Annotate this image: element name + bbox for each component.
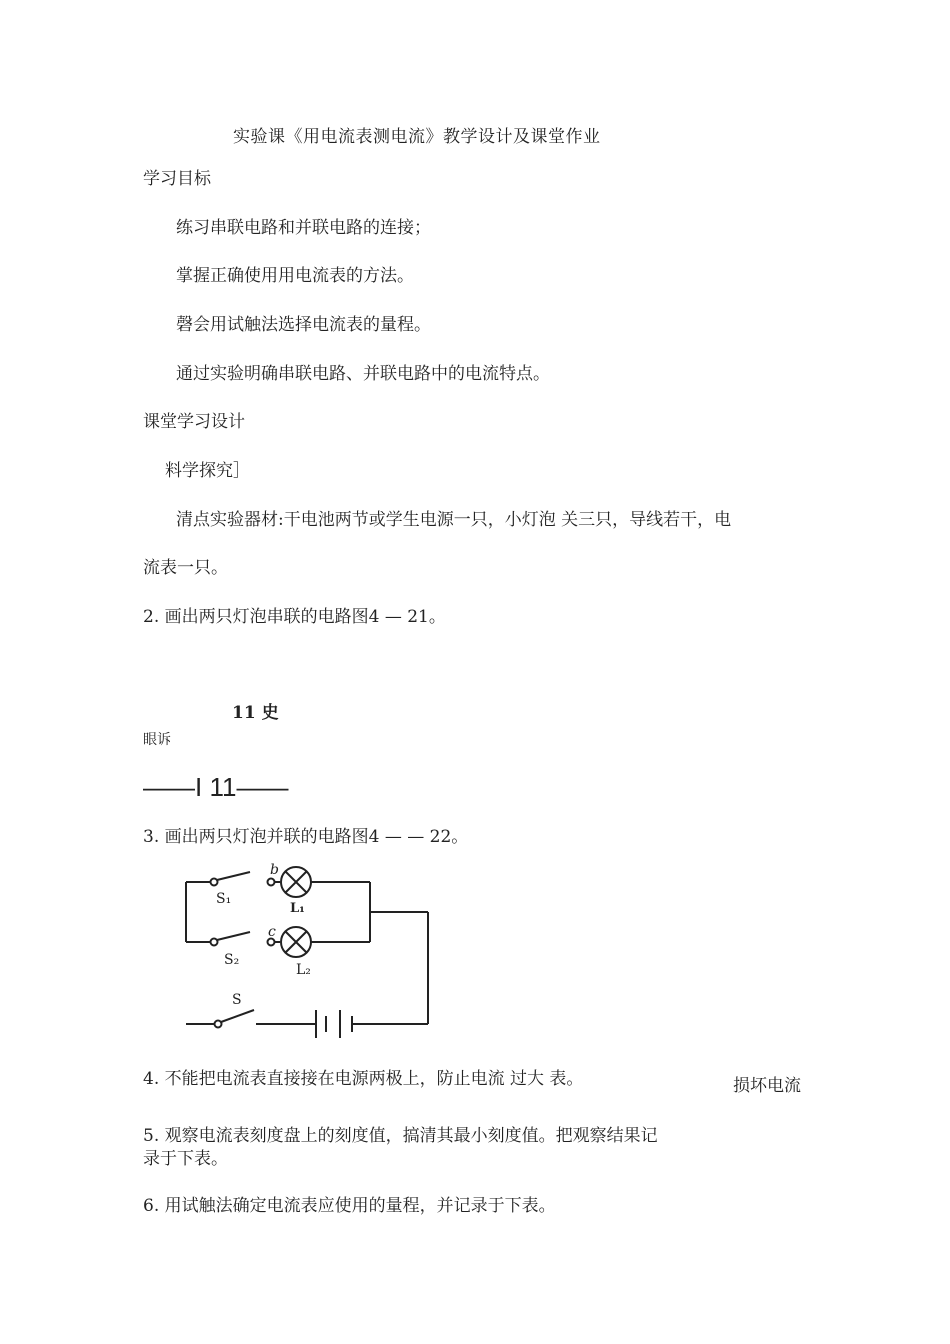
item-3: 3. 画出两只灯泡并联的电路图4 — — 22。 — [143, 827, 469, 847]
node-b — [268, 879, 275, 886]
item-1-line-1: 清点实验器材:干电池两节或学生电源一只，小灯泡 关三只，导线若干，电 — [176, 510, 732, 530]
goal-item-2: 掌握正确使用用电流表的方法。 — [176, 266, 414, 286]
item-4-side-note: 损坏电流 — [733, 1076, 801, 1096]
item-5-line-2: 录于下表。 — [143, 1149, 228, 1169]
goal-item-1: 练习串联电路和并联电路的连接； — [176, 218, 431, 238]
goal-item-4: 通过实验明确串联电路、并联电路中的电流特点。 — [176, 364, 550, 384]
label-s1: S₁ — [216, 891, 232, 907]
label-s2: S₂ — [224, 952, 240, 968]
label-l1: L₁ — [290, 901, 305, 916]
switch-s1-contact — [211, 879, 218, 886]
item-1-line-2: 流表一只。 — [143, 558, 228, 578]
inquiry-heading: 料学探究］ — [165, 461, 250, 481]
switch-s1-blade — [217, 872, 250, 880]
item-5-line-1: 5. 观察电流表刻度盘上的刻度值，搞清其最小刻度值。把观察结果记 — [143, 1126, 658, 1146]
section-heading-design: 课堂学习设计 — [143, 412, 245, 432]
label-l2: L₂ — [296, 962, 311, 978]
item-6: 6. 用试触法确定电流表应使用的量程，并记录于下表。 — [143, 1196, 556, 1216]
section-heading-goals: 学习目标 — [143, 169, 211, 189]
switch-s-contact — [215, 1021, 222, 1028]
label-b: b — [270, 862, 279, 878]
item-4: 4. 不能把电流表直接接在电源两极上，防止电流 过大 表。 — [143, 1069, 584, 1089]
switch-s-blade — [221, 1010, 254, 1022]
figure-fragment-3: ——I 11—— — [143, 772, 289, 802]
switch-s2-blade — [217, 932, 250, 940]
item-2: 2. 画出两只灯泡串联的电路图4 — 21。 — [143, 607, 446, 627]
switch-s2-contact — [211, 939, 218, 946]
goal-item-3: 磬会用试触法选择电流表的量程。 — [176, 315, 431, 335]
parallel-circuit-diagram — [180, 860, 440, 1038]
figure-fragment-1: 11 史 — [232, 703, 279, 723]
label-s: S — [232, 992, 242, 1008]
figure-fragment-2: 眼诉 — [143, 732, 171, 748]
label-c: c — [268, 924, 276, 940]
document-title: 实验课《用电流表测电流》教学设计及课堂作业 — [233, 127, 601, 147]
